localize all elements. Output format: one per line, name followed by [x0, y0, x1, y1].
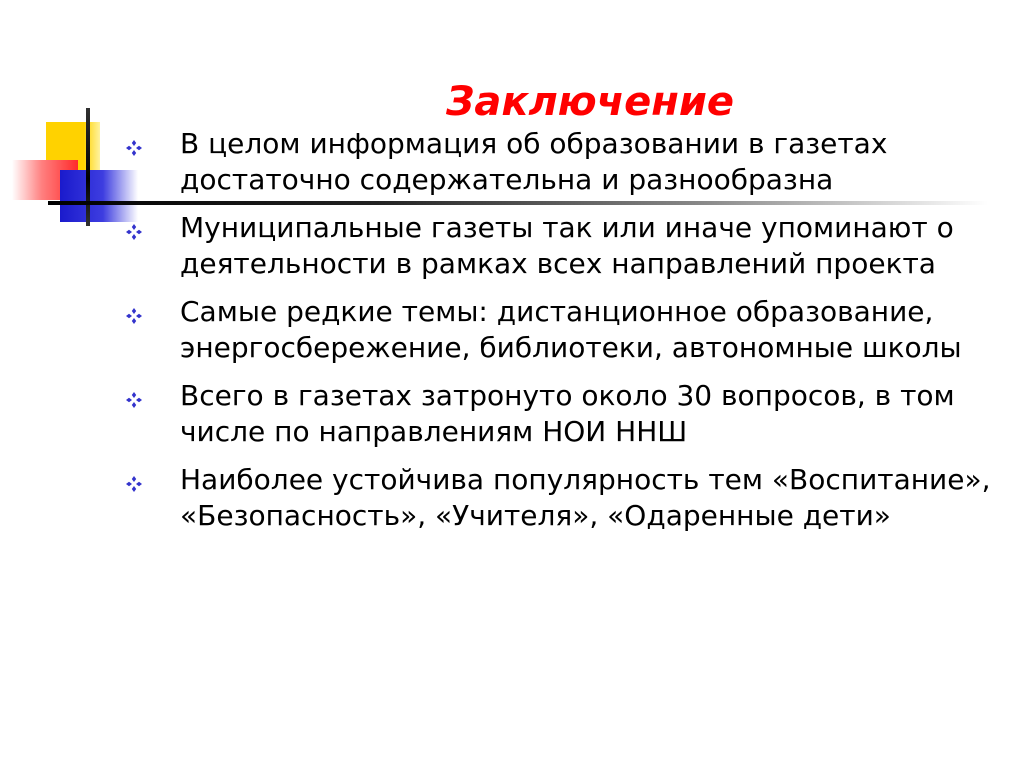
bullet-item	[126, 294, 1006, 366]
four-diamond-bullet-icon	[126, 308, 142, 324]
decorative-vertical-line	[86, 108, 90, 226]
bullet-item	[126, 126, 1006, 198]
bullet-text: Муниципальные газеты так или иначе упоминают о деятельности в рамках всех направлений проекта	[180, 211, 954, 280]
bullet-item	[126, 210, 1006, 282]
bullet-text: Всего в газетах затронуто около 30 вопросов, в том числе по направлениям НОИ ННШ	[180, 379, 955, 448]
four-diamond-bullet-icon	[126, 476, 142, 492]
four-diamond-bullet-icon	[126, 224, 142, 240]
four-diamond-bullet-icon	[126, 140, 142, 156]
bullet-list	[126, 126, 1006, 546]
four-diamond-bullet-icon	[126, 392, 142, 408]
bullet-text: Наиболее устойчива популярность тем «Воспитание», «Безопасность», «Учителя», «Одаренные дети»	[180, 463, 991, 532]
bullet-item	[126, 378, 1006, 450]
slide-title: Заключение	[445, 79, 735, 125]
bullet-item	[126, 462, 1006, 534]
bullet-text: В целом информация об образовании в газетах достаточно содержательна и разнообразна	[180, 127, 888, 196]
bullet-text: Самые редкие темы: дистанционное образование, энергосбережение, библиотеки, автономные школы	[180, 295, 962, 364]
